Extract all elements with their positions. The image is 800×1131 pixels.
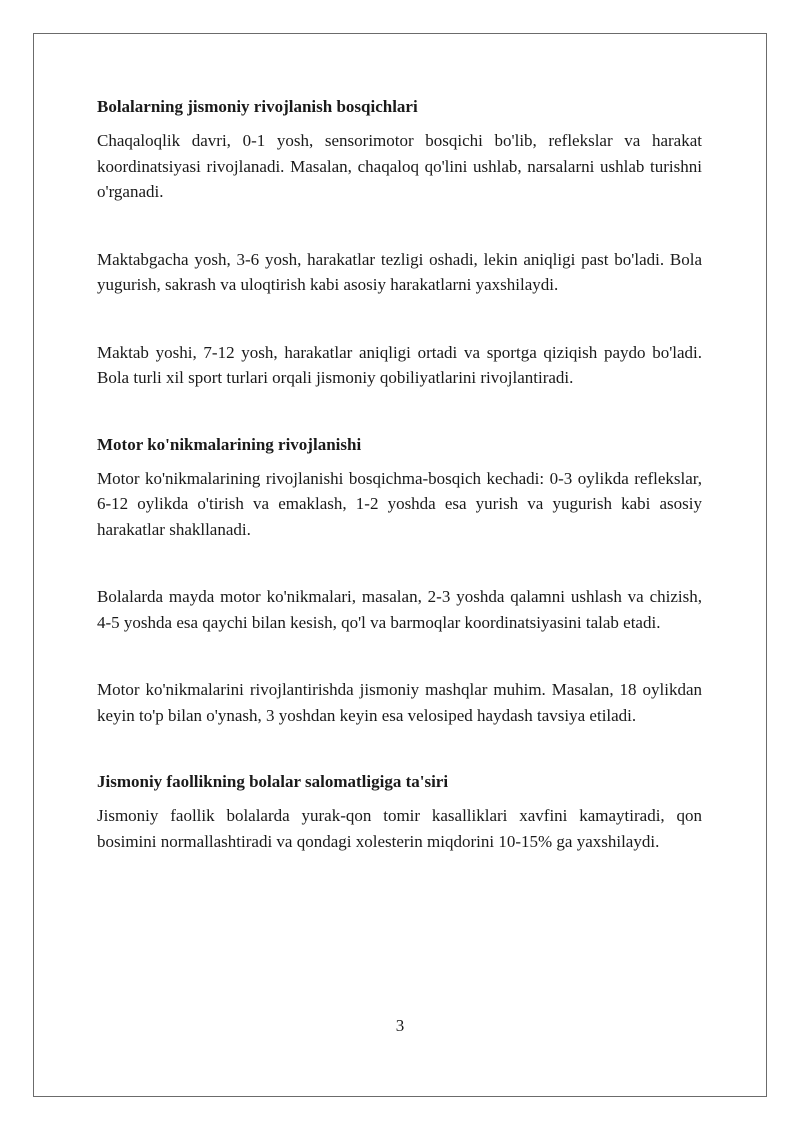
- paragraph-motor-stages: Motor ko'nikmalarining rivojlanishi bosqichma-bosqich kechadi: 0-3 oylikda reflekslar, 6-12 oylikda o'tirish va emaklash, 1-2 yoshda esa yurish va yugurish kabi asosiy harakatlar shakllanadi.: [97, 468, 702, 539]
- paragraph-fine-motor: Bolalarda mayda motor ko'nikmalari, masalan, 2-3 yoshda qalamni ushlash va chizish, 4-5 yoshda esa qaychi bilan kesish, qo'l va barmoqlar koordinatsiyasini talab etadi.: [97, 587, 702, 632]
- paragraph-preschool: Maktabgacha yosh, 3-6 yosh, harakatlar tezligi oshadi, lekin aniqligi past bo'ladi. Bola yugurish, sakrash va uloqtirish kabi asosiy harakatlarni yaxshilaydi.: [97, 249, 702, 294]
- paragraph-activity-benefits: Jismoniy faollik bolalarda yurak-qon tomir kasalliklari xavfini kamaytiradi, qon bosimini normallashtiradi va qondagi xolesterin miqdorini 10-15% ga yaxshilaydi.: [97, 806, 702, 851]
- section-heading-motor-skills: Motor ko'nikmalarining rivojlanishi: [97, 434, 362, 454]
- paragraph-motor-exercises: Motor ko'nikmalarini rivojlantirishda jismoniy mashqlar muhim. Masalan, 18 oylikdan keyin to'p bilan o'ynash, 3 yoshdan keyin esa velosiped haydash tavsiya etiladi.: [97, 680, 702, 725]
- paragraph-school-age: Maktab yoshi, 7-12 yosh, harakatlar aniqligi ortadi va sportga qiziqish paydo bo'ladi. Bola turli xil sport turlari orqali jismoniy qobiliyatlarini rivojlantiradi.: [97, 342, 702, 387]
- page-number: 3: [395, 1016, 405, 1035]
- section-heading-physical-development: Bolalarning jismoniy rivojlanish bosqichlari: [97, 97, 418, 116]
- document-body: [97, 95, 702, 854]
- section-heading-activity-health: Jismoniy faollikning bolalar salomatligiga ta'siri: [97, 772, 449, 791]
- paragraph-infancy: Chaqaloqlik davri, 0-1 yosh, sensorimotor bosqichi bo'lib, reflekslar va harakat koordinatsiyasi rivojlanadi. Masalan, chaqaloq qo'lini ushlab, narsalarni ushlab turishni o'rganadi.: [97, 131, 702, 201]
